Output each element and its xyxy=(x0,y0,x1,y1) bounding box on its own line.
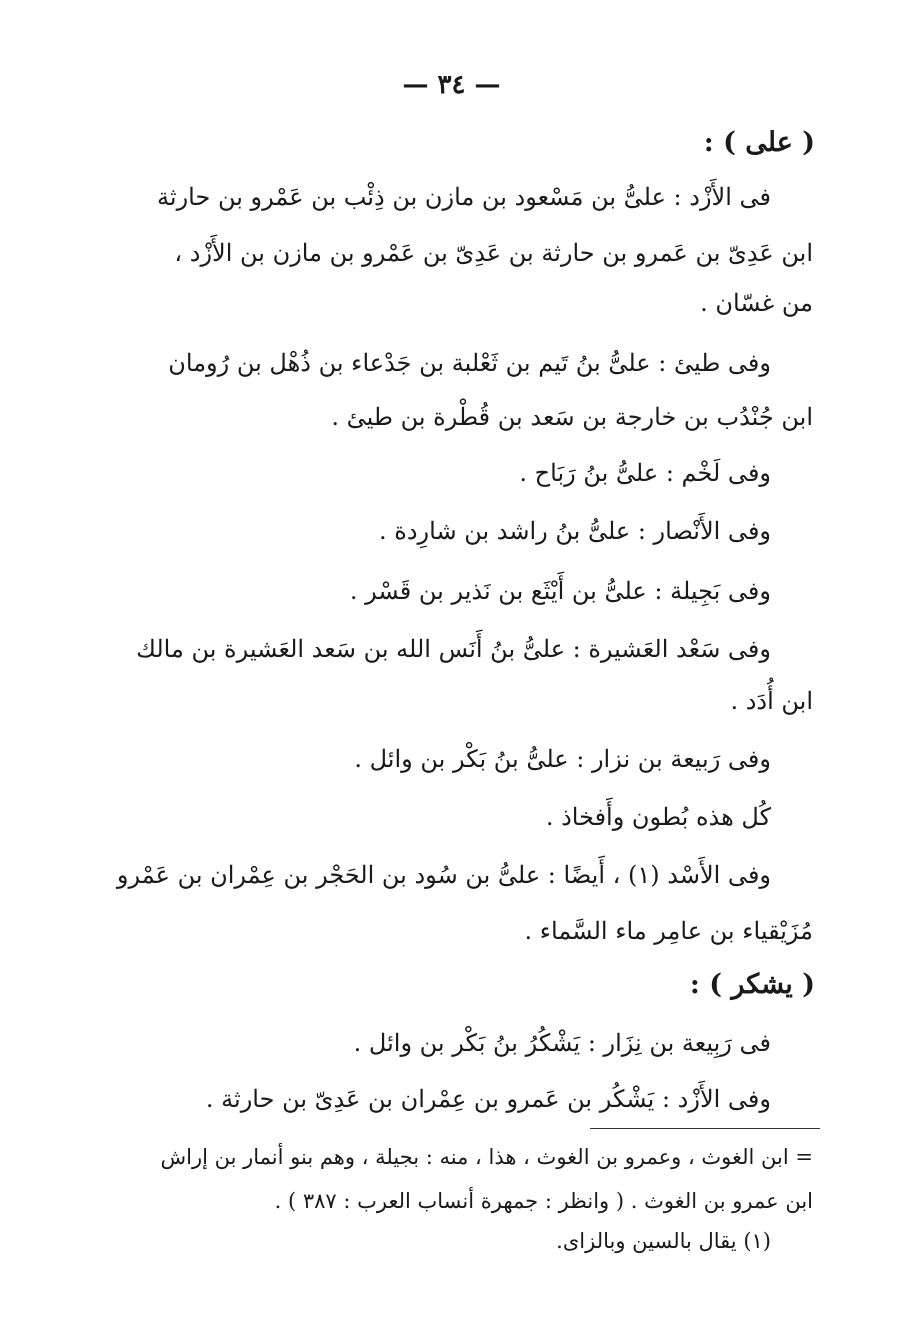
footnote-separator xyxy=(590,1128,820,1129)
text-line: وفى سَعْد العَشيرة : علىُّ بنُ أَنَس الله بن سَعد العَشيرة بن مالك xyxy=(136,635,771,663)
text-line: وفى الأَسْد (١) ، أَيضًا : علىُّ بن سُود بن الحَجْر بن عِمْران بن عَمْرو xyxy=(116,861,771,889)
footnote-line: (١) يقال بالسين وبالزاى. xyxy=(556,1229,771,1253)
text-line: فى رَبِيعة بن نِزَار : يَشْكُرُ بنُ بَكْر بن وائل . xyxy=(353,1029,771,1057)
footnote-line: ابن عمرو بن الغوث . ( وانظر : جمهرة أنساب العرب : ٣٨٧ ) . xyxy=(274,1189,813,1213)
text-line: وفى طيئ : علىُّ بنُ تَيم بن ثَعْلبة بن جَدْعاء بن ذُهْل بن رُومان xyxy=(168,349,771,377)
text-line: مُزَيْقياء بن عامِر ماء السَّماء . xyxy=(524,917,813,945)
text-line: من غسّان . xyxy=(700,289,813,317)
footnote-line: = ابن الغوث ، وعمرو بن الغوث ، هذا ، منه : بجيلة ، وهم بنو أنمار بن إراش xyxy=(160,1145,813,1169)
text-line: وفى الأَزْد : يَشْكُر بن عَمرو بن عِمْران بن عَدِىّ بن حارثة . xyxy=(205,1085,771,1113)
text-line: وفى رَبيعة بن نزار : علىُّ بنُ بَكْر بن وائل . xyxy=(354,745,771,773)
page-number: — ٣٤ — xyxy=(402,70,501,100)
text-line: وفى الأَنْصار : علىُّ بنُ راشد بن شارِدة . xyxy=(379,517,771,545)
text-line: وفى بَجِيلة : علىُّ بن أَيْثَع بن نَذير بن قَسْر . xyxy=(349,577,771,605)
text-line: وفى لَخْم : علىُّ بنُ رَبَاح . xyxy=(519,459,771,487)
section-heading-yashkur: ( يشكر ) : xyxy=(689,969,815,1000)
text-line: ابن عَدِىّ بن عَمرو بن حارثة بن عَدِىّ بن عَمْرو بن مازن بن الأَزْد ، xyxy=(174,239,813,267)
section-heading-ali: ( على ) : xyxy=(703,127,815,158)
text-line: فى الأَزْد : علىُّ بن مَسْعود بن مازن بن ذِئْب بن عَمْرو بن حارثة xyxy=(157,183,771,211)
text-line: ابن أُدَد . xyxy=(730,687,813,715)
text-line: كُل هذه بُطون وأَفخاذ . xyxy=(545,803,771,831)
text-line: ابن جُنْدُب بن خارجة بن سَعد بن قُطْرة بن طيئ . xyxy=(331,403,813,431)
